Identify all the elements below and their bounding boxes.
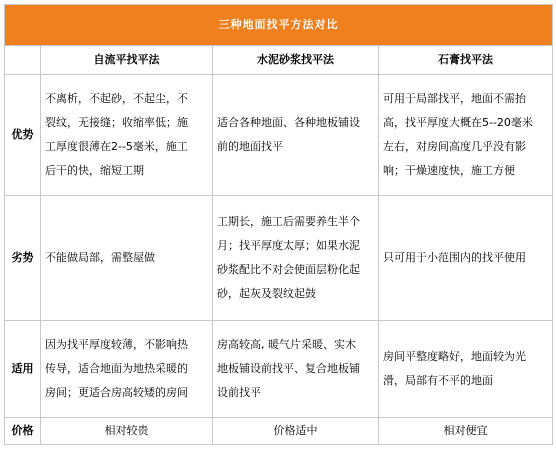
cell-price-cement-mortar: 价格适中	[213, 418, 379, 445]
row-label-applicable: 适用	[5, 321, 41, 418]
cell-applicable-self-leveling	[41, 321, 213, 418]
cell-line: 高，找平厚度大概在5--20毫米	[383, 116, 533, 129]
table-row-price	[5, 418, 553, 445]
cell-line: 砂浆配比不对会使面层粉化起	[217, 263, 360, 276]
cell-line: 滑，局部有不平的地面	[383, 374, 493, 387]
table-row-disadvantages	[5, 196, 553, 321]
column-header-gypsum: 石膏找平法	[379, 46, 553, 75]
column-header-cement-mortar: 水泥砂浆找平法	[213, 46, 379, 75]
cell-line: 房间平整度略好，地面较为光	[383, 350, 526, 363]
comparison-table	[4, 4, 553, 445]
cell-line: 房间；更适合房高较矮的房间	[45, 386, 188, 399]
cell-applicable-gypsum	[379, 321, 553, 418]
cell-line: 只可用于小范围内的找平使用	[383, 251, 526, 264]
cell-line: 月；找平厚度太厚；如果水泥	[217, 239, 360, 252]
cell-price-self-leveling: 相对较贵	[41, 418, 213, 445]
cell-line: 可用于局部找平，地面不需抬	[383, 92, 526, 105]
cell-applicable-cement-mortar	[213, 321, 379, 418]
cell-disadvantages-cement-mortar	[213, 196, 379, 321]
cell-line: 工厚度很薄在2--5毫米，施工	[45, 140, 188, 153]
cell-price-gypsum: 相对便宜	[379, 418, 553, 445]
cell-line: 设前找平	[217, 386, 261, 399]
cell-line: 前的地面找平	[217, 140, 283, 153]
cell-line: 不能做局部，需整屋做	[45, 251, 155, 264]
cell-line: 响；干燥速度快，施工方便	[383, 164, 515, 177]
cell-disadvantages-gypsum	[379, 196, 553, 321]
column-header-self-leveling: 自流平找平法	[41, 46, 213, 75]
cell-line: 工期长，施工后需要养生半个	[217, 215, 360, 228]
cell-line: 不离析，不起砂，不起尘，不	[45, 92, 188, 105]
header-empty	[5, 46, 41, 75]
table-row-applicable	[5, 321, 553, 418]
cell-line: 砂，起灰及裂纹起鼓	[217, 287, 316, 300]
cell-line: 左右，对房间高度几乎没有影	[383, 140, 526, 153]
cell-line: 因为找平厚度较薄，不影响热	[45, 338, 188, 351]
cell-disadvantages-self-leveling	[41, 196, 213, 321]
row-label-price: 价格	[5, 418, 41, 445]
cell-line: 地板铺设前找平、复合地板铺	[217, 362, 360, 375]
cell-line: 适合各种地面、各种地板铺设	[217, 116, 360, 129]
cell-line: 裂纹，无接缝；收缩率低；施	[45, 116, 188, 129]
cell-advantages-self-leveling	[41, 75, 213, 196]
row-label-advantages: 优势	[5, 75, 41, 196]
cell-line: 传导，适合地面为地热采暖的	[45, 362, 188, 375]
cell-line: 房高较高, 暖气片采暖、实木	[217, 338, 356, 351]
cell-line: 后干的快，缩短工期	[45, 164, 144, 177]
cell-advantages-gypsum	[379, 75, 553, 196]
cell-advantages-cement-mortar	[213, 75, 379, 196]
table-row-advantages	[5, 75, 553, 196]
table-title: 三种地面找平方法对比	[5, 5, 553, 46]
row-label-disadvantages: 劣势	[5, 196, 41, 321]
